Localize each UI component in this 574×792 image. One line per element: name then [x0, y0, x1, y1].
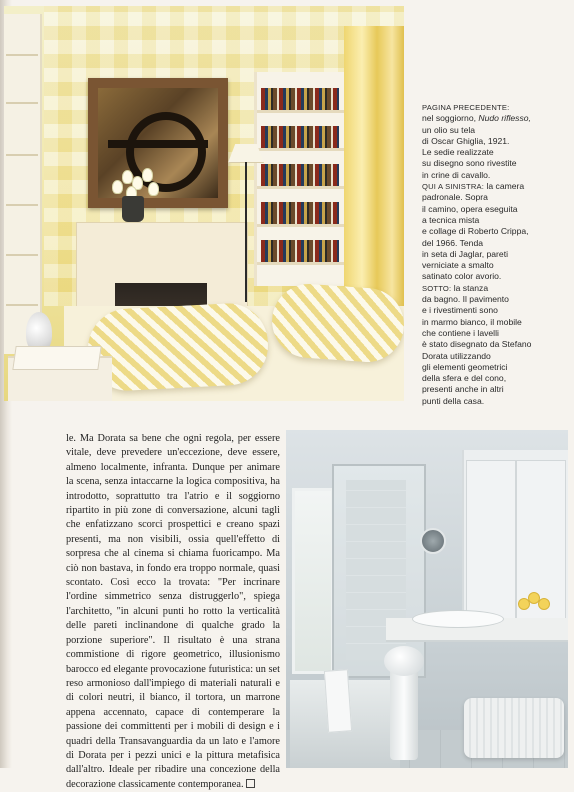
tulips — [108, 166, 158, 200]
shower-enclosure — [332, 464, 426, 678]
vase — [122, 196, 144, 222]
artwork-title: Nudo riflesso, — [478, 113, 531, 124]
bathroom-window — [292, 488, 334, 674]
pillow-right — [270, 281, 404, 364]
caption-label-below: SOTTO: — [422, 283, 452, 293]
left-bookshelf — [4, 14, 42, 354]
bathroom-photo — [286, 430, 568, 768]
curtain — [344, 26, 404, 316]
lamp-pole — [245, 162, 247, 302]
washbasin — [412, 610, 504, 628]
round-mirror — [420, 528, 446, 554]
caption-label-left: QUI A SINISTRA: — [422, 182, 485, 192]
bookcase — [254, 72, 348, 286]
article-paragraph: le. Ma Dorata sa bene che ogni regola, per essere vitale, deve prevedere un'eccezione, deve essere, almeno localmente, infranta. Dunque per animare la scena, senza intaccarne la logica compositiva, ha introdotto, soprattutto tra l'atrio e il soggiorno ripartito in più zone di conversazione, alcuni tagli che enfatizzano scorci prospettici e creano spazi presenti, ma non visibili, ossia quell'effetto di sorpresa che al cinema si chiama fuoricampo. Ma ciò non bastava, in fondo era troppo normale, quasi scontato. Così ecco la trovata: "Per incrinare l'ordine simmetrico senza distruggerlo", spiega l'architetto, "in alcuni punti ho rotto la verticalità delle pareti inclinandone di qualche grado la porzione superiore". Il risultato è una strana commistione di rigore geometrico, illusionismo barocco ed elegante provocazione futuristica: un set reso armonioso dall'impiego di materiali naturali e di colori neutri, il bianco, il tortora, un marrone appena accennato, capace di contemperare la passione dei committenti per i mobili di design e i quadri della Transavanguardia da un lato e l'amore di Dorata per i pezzi unici e la pittura metafisica dall'altro. Ideale per ribadire una concezione della decorazione classicamente contemporanea. — [66, 433, 280, 790]
caption-label-previous: PAGINA PRECEDENTE: — [422, 103, 510, 112]
yellow-flowers — [518, 590, 554, 612]
open-book — [12, 346, 101, 370]
cushioned-stool — [464, 698, 564, 758]
pillow-left — [86, 301, 270, 392]
end-of-article-mark — [246, 779, 255, 788]
towel — [324, 669, 352, 733]
article-body — [66, 432, 280, 792]
bedroom-photo — [4, 6, 404, 401]
sphere-element — [384, 646, 424, 676]
photo-caption: PAGINA PRECEDENTE: nel soggiorno, Nudo riflesso, un olio su tela di Oscar Ghiglia, 1921. Le sedie realizzate su disegno sono rivestite in crine di cavallo. QUI A SINISTRA: la camera padronale. Sopra il camino, opera eseguita a tecnica mista e collage di Roberto Crippa, del 1966. Tenda in seta di Jaglar, pareti verniciate a smalto satinato color avorio. SOTTO: la stanza da bagno. Il pavimento e i rivestimenti sono in marmo bianco, il mobile che contiene i lavelli è stato disegnato da Stefano Dorata utilizzando gli elementi geometrici della sfera e del cono, presenti anche in altri punti della casa. — [422, 103, 532, 406]
